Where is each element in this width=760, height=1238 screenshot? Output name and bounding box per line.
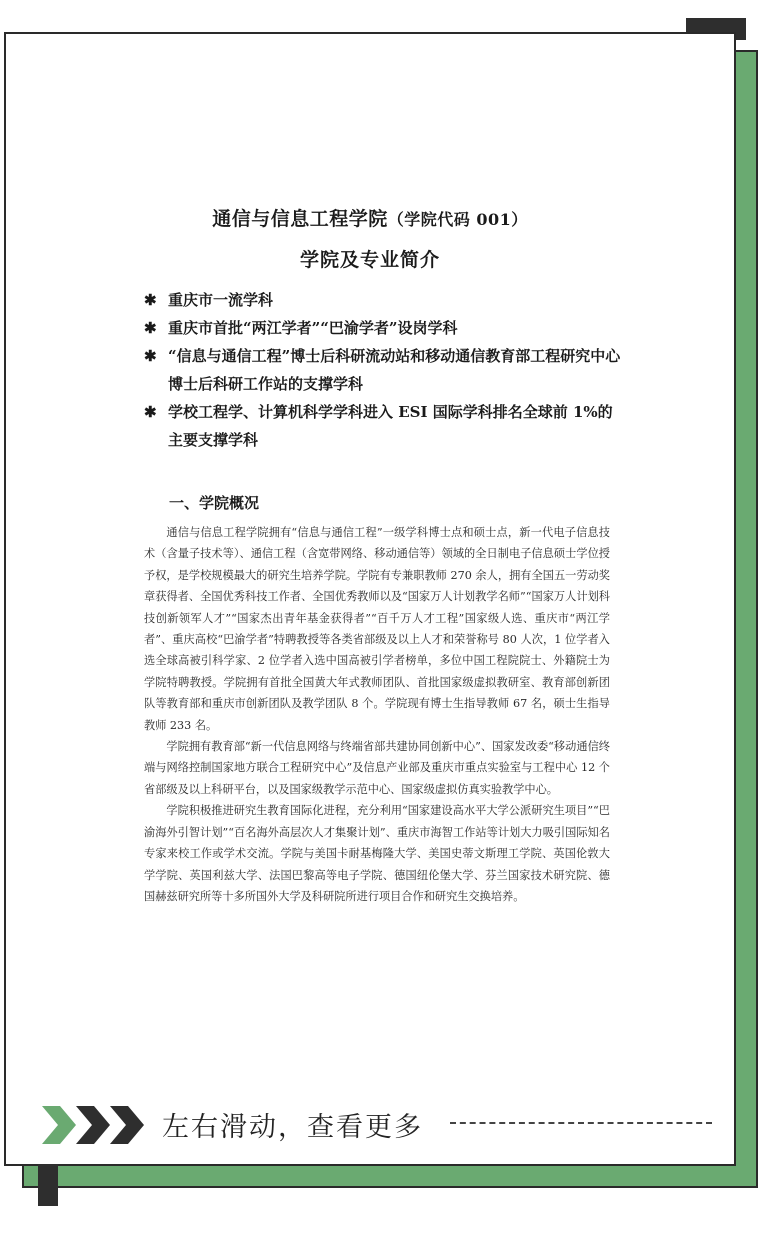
star-icon: ✱ [144, 403, 157, 421]
star-icon: ✱ [144, 347, 157, 365]
highlights-list [144, 286, 624, 454]
list-item: ✱ 重庆市首批“两江学者”“巴渝学者”设岗学科 [144, 314, 624, 342]
college-title [6, 204, 734, 231]
paragraph: 学院积极推进研究生教育国际化进程，充分利用“国家建设高水平大学公派研究生项目”“巴渝海外引智计划”“百名海外高层次人才集聚计划”、重庆市海智工作站等计划大力吸引国际知名专家来校工作或学术交流。学院与美国卡耐基梅隆大学、美国史蒂文斯理工学院、英国伦敦大学学院、英国利兹大学、法国巴黎高等电子学院、德国纽伦堡大学、芬兰国家技术研究院、德国赫兹研究所等十多所国外大学及科研院所进行项目合作和研究生交换培养。 [144, 804, 610, 903]
section-heading: 一、学院概况 [169, 494, 260, 512]
college-code: （学院代码 001） [387, 210, 528, 229]
page-subtitle: 学院及专业简介 [299, 249, 440, 271]
college-name: 通信与信息工程学院 [212, 208, 388, 230]
swipe-hint-text: 左右滑动，查看更多 [162, 1112, 423, 1143]
paragraph: 学院拥有教育部“新一代信息网络与终端省部共建协同创新中心”、国家发改委“移动通信终端与网络控制国家地方联合工程研究中心”及信息产业部及重庆市重点实验室与工程中心 12 个省部级及以上科研平台，以及国家级教学示范中心、国家级虚拟仿真实验教学中心。 [144, 740, 610, 796]
document-card [4, 32, 736, 1166]
star-icon: ✱ [144, 319, 157, 337]
paragraph: 通信与信息工程学院拥有“信息与通信工程”一级学科博士点和硕士点，新一代电子信息技术（含量子技术等）、通信工程（含宽带网络、移动通信等）领域的全日制电子信息硕士学位授予权，是学校规模最大的研究生培养学院。学院有专兼职教师 270 余人，拥有全国五一劳动奖章获得者、全国优秀科技工作者、全国优秀教师以及“国家万人计划教学名师”“国家万人计划科技创新领军人才”“国家杰出青年基金获得者”“百千万人才工程”国家级人选、重庆市“两江学者”、重庆高校“巴渝学者”特聘教授等各类省部级及以上人才和荣誉称号 80 人次，1 位学者入选全球高被引科学家、2 位学者入选中国高被引学者榜单，多位中国工程院院士、外籍院士为学院特聘教授。学院拥有首批全国黄大年式教师团队、首批国家级虚拟教研室、教育部创新团队等教育部和重庆市创新团队及教学团队 8 个。学院现有博士生指导教师 67 名，硕士生指导教师 233 名。 [144, 526, 610, 732]
swipe-hint-bar[interactable] [42, 1102, 722, 1148]
list-item: ✱ “信息与通信工程”博士后科研流动站和移动通信教育部工程研究中心博士后科研工作站的支撑学科 [144, 342, 624, 398]
list-item: ✱ 学校工程学、计算机科学学科进入 ESI 国际学科排名全球前 1%的主要支撑学科 [144, 398, 624, 454]
dashed-divider [450, 1122, 712, 1124]
section-body [144, 522, 610, 907]
star-icon: ✱ [144, 291, 157, 309]
chevron-right-icon [42, 1106, 146, 1144]
corner-tab-bottom [38, 1164, 58, 1206]
list-item: ✱ 重庆市一流学科 [144, 286, 624, 314]
